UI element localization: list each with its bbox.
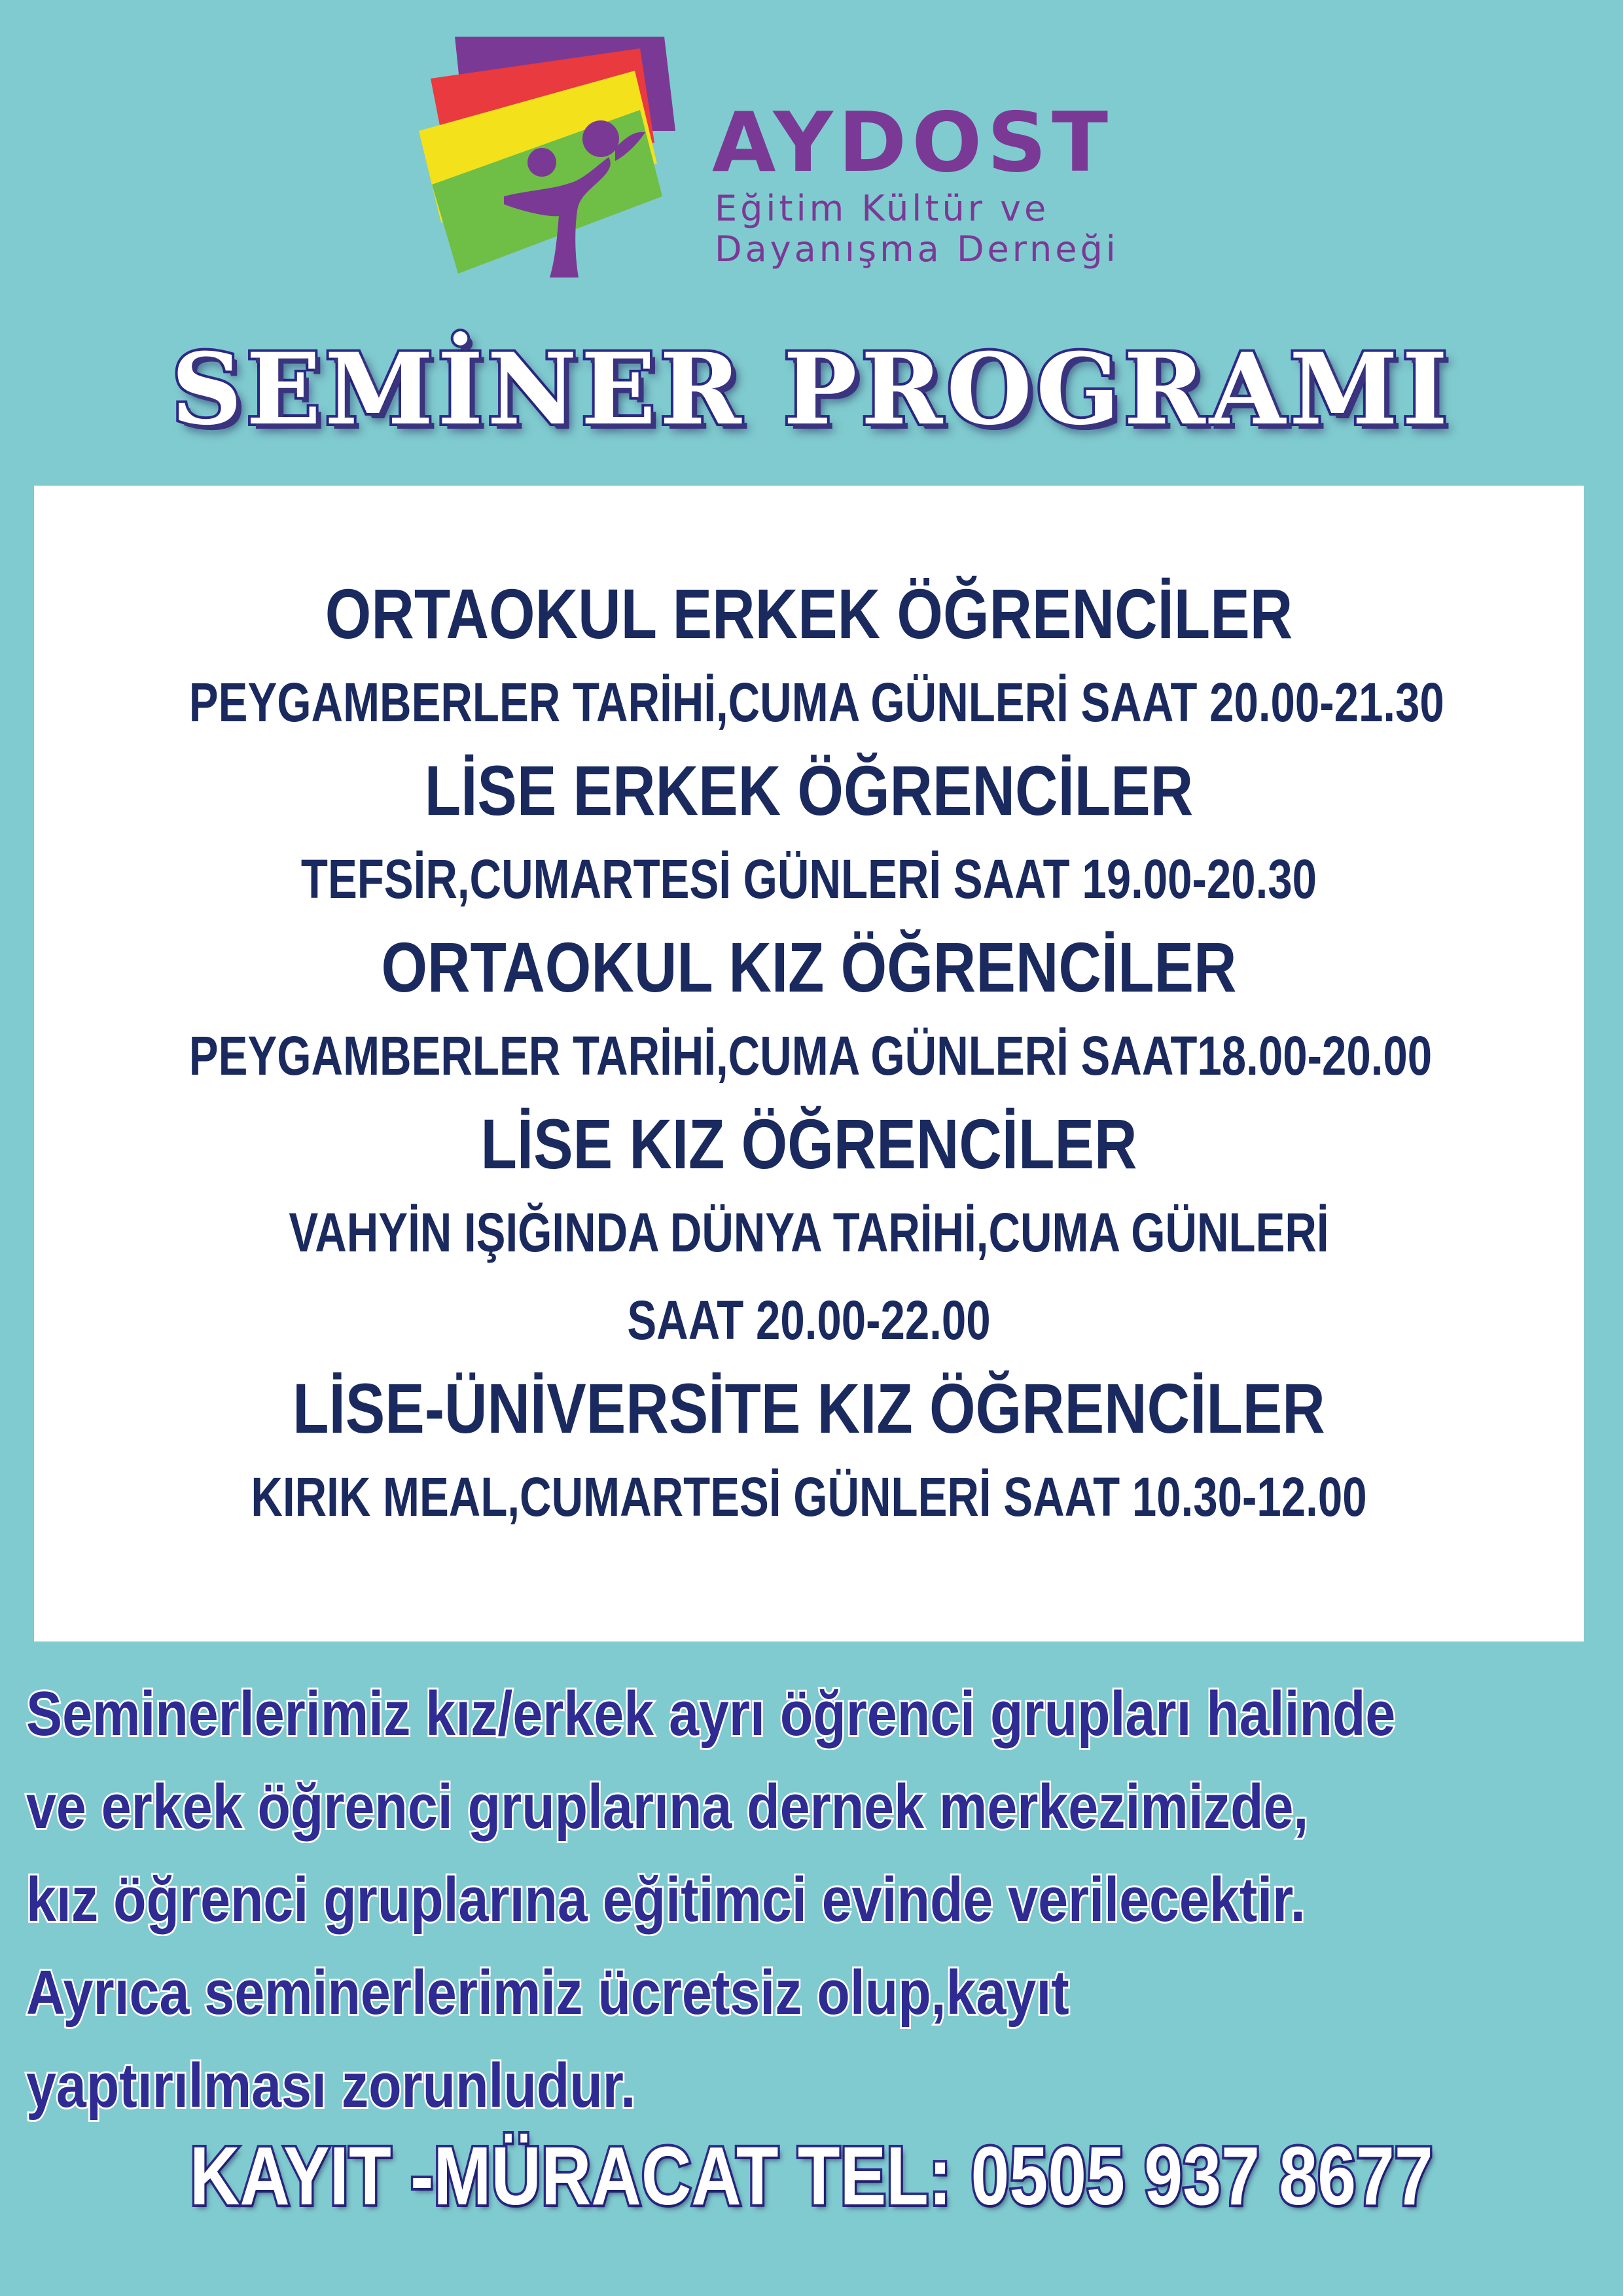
seminar-schedule xyxy=(34,569,1584,1541)
group-heading: ORTAOKUL ERKEK ÖĞRENCİLER xyxy=(325,574,1293,653)
page-title: SEMİNER PROGRAMI xyxy=(171,332,1452,447)
seminar-notice xyxy=(26,1668,1610,2132)
contact-phone: KAYIT -MÜRACAT TEL: 0505 937 8677 xyxy=(190,2130,1433,2222)
contact-info xyxy=(0,2130,1623,2222)
notice-line: kız öğrenci gruplarına eğitimci evinde verilecektir. xyxy=(26,1865,1306,1935)
group-detail: PEYGAMBERLER TARİHİ,CUMA GÜNLERİ SAAT18.00-20.00 xyxy=(188,1025,1433,1086)
organization-subtitle-line: Eğitim Kültür ve xyxy=(715,188,1050,229)
organization-subtitle-line: Dayanışma Derneği xyxy=(715,228,1119,270)
seminar-schedule-box xyxy=(34,486,1584,1641)
notice-line: Seminerlerimiz kız/erkek ayrı öğrenci grupları halinde xyxy=(26,1679,1396,1749)
notice-line: ve erkek öğrenci gruplarına dernek merkezimizde, xyxy=(26,1772,1309,1842)
group-detail: TEFSİR,CUMARTESİ GÜNLERİ SAAT 19.00-20.30 xyxy=(300,848,1317,910)
organization-name: AYDOST xyxy=(712,94,1114,190)
aydost-logo xyxy=(419,33,1243,281)
group-heading: ORTAOKUL KIZ ÖĞRENCİLER xyxy=(381,927,1237,1007)
group-detail: VAHYİN IŞIĞINDA DÜNYA TARİHİ,CUMA GÜNLERİ xyxy=(289,1202,1329,1263)
group-detail: KIRIK MEAL,CUMARTESİ GÜNLERİ SAAT 10.30-12.00 xyxy=(251,1466,1367,1528)
notice-line: Ayrıca seminerlerimiz ücretsiz olup,kayıt xyxy=(26,1958,1069,2028)
group-detail: SAAT 20.00-22.00 xyxy=(627,1289,991,1351)
group-detail: PEYGAMBERLER TARİHİ,CUMA GÜNLERİ SAAT 20.00-21.30 xyxy=(188,672,1444,733)
group-heading: LİSE KIZ ÖĞRENCİLER xyxy=(480,1104,1137,1183)
notice-line: yaptırılması zorunludur. xyxy=(26,2051,636,2121)
book-pages-icon xyxy=(419,33,694,281)
organization-subtitle xyxy=(715,188,1119,270)
group-heading: LİSE-ÜNİVERSİTE KIZ ÖĞRENCİLER xyxy=(293,1369,1325,1448)
group-heading: LİSE ERKEK ÖĞRENCİLER xyxy=(424,751,1194,830)
